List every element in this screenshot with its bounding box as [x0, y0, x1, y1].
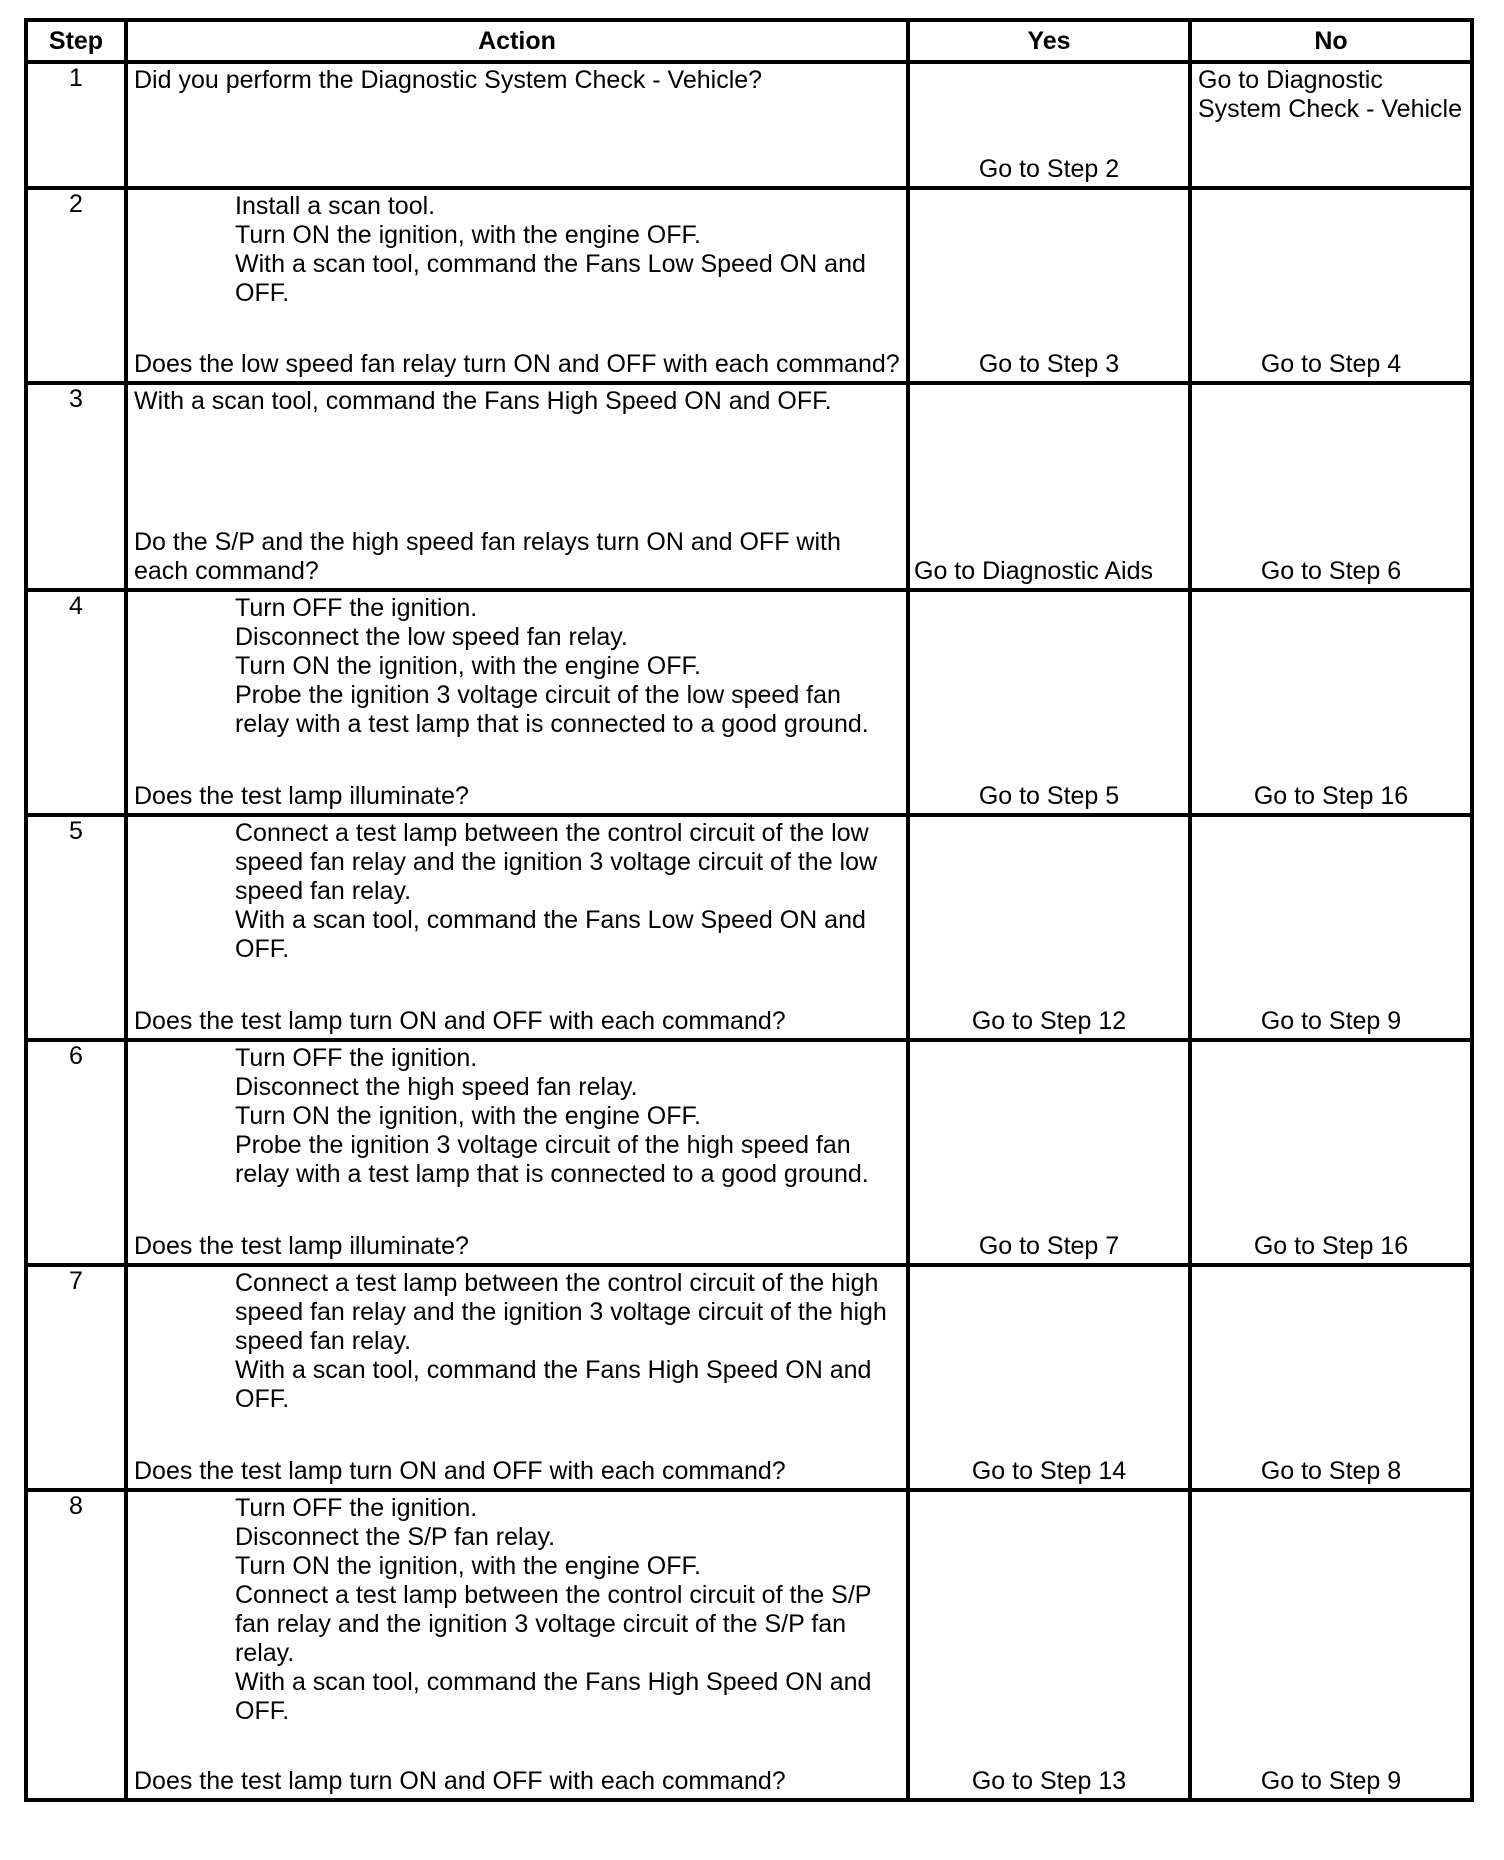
action-instruction: Disconnect the low speed fan relay.	[235, 623, 628, 651]
step-number: 6	[26, 1040, 126, 1265]
action-instruction: With a scan tool, command the Fans High Speed ON and OFF.	[235, 1668, 872, 1725]
table-row	[26, 1490, 1472, 1800]
yes-cell	[908, 590, 1190, 815]
action-question: Does the test lamp turn ON and OFF with each command?	[134, 1007, 786, 1035]
no-outcome: Go to Step 16	[1253, 1232, 1409, 1260]
no-outcome: Go to Step 16	[1253, 782, 1409, 810]
no-outcome: Go to Step 4	[1260, 350, 1402, 378]
action-question: Does the test lamp illuminate?	[134, 1232, 469, 1260]
step-number: 5	[26, 815, 126, 1040]
step-number: 7	[26, 1265, 126, 1490]
table-row	[26, 590, 1472, 815]
action-content	[128, 817, 906, 1038]
action-cell	[126, 188, 908, 383]
action-cell	[126, 1490, 908, 1800]
table-row	[26, 383, 1472, 590]
action-instruction: Did you perform the Diagnostic System Check - Vehicle?	[134, 66, 763, 94]
no-outcome: Go to Step 6	[1260, 557, 1402, 585]
action-instruction: Turn ON the ignition, with the engine OFF.	[235, 1102, 701, 1130]
header-row	[26, 20, 1472, 62]
no-cell	[1190, 383, 1472, 590]
yes-outcome: Go to Diagnostic Aids	[914, 557, 1154, 585]
yes-outcome: Go to Step 2	[978, 155, 1120, 183]
action-cell	[126, 815, 908, 1040]
action-content	[128, 1492, 906, 1798]
header-action: Action	[126, 20, 908, 62]
action-instruction: With a scan tool, command the Fans Low Speed ON and OFF.	[235, 250, 866, 307]
table-row	[26, 188, 1472, 383]
table-row	[26, 1265, 1472, 1490]
action-content	[128, 64, 906, 186]
yes-outcome: Go to Step 14	[971, 1457, 1127, 1485]
action-instruction: Disconnect the high speed fan relay.	[235, 1073, 638, 1101]
header-no: No	[1190, 20, 1472, 62]
yes-outcome: Go to Step 5	[978, 782, 1120, 810]
action-question: Does the test lamp turn ON and OFF with each command?	[134, 1457, 786, 1485]
yes-cell	[908, 1490, 1190, 1800]
step-number: 4	[26, 590, 126, 815]
yes-cell	[908, 62, 1190, 188]
action-content	[128, 1267, 906, 1488]
no-cell	[1190, 188, 1472, 383]
no-cell	[1190, 1265, 1472, 1490]
no-cell	[1190, 815, 1472, 1040]
action-instruction: Turn OFF the ignition.	[235, 1494, 478, 1522]
action-instruction: Connect a test lamp between the control circuit of the S/P fan relay and the ignition 3 voltage circuit of the S/P fan relay.	[235, 1581, 871, 1667]
diagnostic-table	[24, 18, 1474, 1802]
step-number: 2	[26, 188, 126, 383]
yes-cell	[908, 815, 1190, 1040]
action-content	[128, 592, 906, 813]
action-instruction: Probe the ignition 3 voltage circuit of the high speed fan relay with a test lamp that is connected to a good ground.	[235, 1131, 869, 1188]
action-cell	[126, 1040, 908, 1265]
header-yes: Yes	[908, 20, 1190, 62]
action-question: Does the test lamp turn ON and OFF with each command?	[134, 1767, 786, 1795]
action-cell	[126, 1265, 908, 1490]
action-instruction: With a scan tool, command the Fans High Speed ON and OFF.	[235, 1356, 872, 1413]
yes-cell	[908, 1040, 1190, 1265]
no-cell	[1190, 62, 1472, 188]
step-number: 3	[26, 383, 126, 590]
yes-outcome: Go to Step 7	[978, 1232, 1120, 1260]
step-number: 1	[26, 62, 126, 188]
action-instruction: Turn ON the ignition, with the engine OFF.	[235, 221, 701, 249]
step-number: 8	[26, 1490, 126, 1800]
no-outcome: Go to Step 8	[1260, 1457, 1402, 1485]
action-instruction: With a scan tool, command the Fans High Speed ON and OFF.	[134, 387, 832, 415]
action-instruction: Disconnect the S/P fan relay.	[235, 1523, 556, 1551]
no-cell	[1190, 590, 1472, 815]
table-row	[26, 62, 1472, 188]
no-cell	[1190, 1490, 1472, 1800]
header-step: Step	[26, 20, 126, 62]
yes-cell	[908, 383, 1190, 590]
no-outcome: Go to Diagnostic System Check - Vehicle	[1198, 66, 1462, 123]
no-outcome: Go to Step 9	[1260, 1767, 1402, 1795]
yes-outcome: Go to Step 3	[978, 350, 1120, 378]
action-instruction: Turn ON the ignition, with the engine OFF.	[235, 1552, 701, 1580]
yes-cell	[908, 188, 1190, 383]
yes-outcome: Go to Step 13	[971, 1767, 1127, 1795]
action-instruction: Turn OFF the ignition.	[235, 594, 478, 622]
action-instruction: Turn ON the ignition, with the engine OFF.	[235, 652, 701, 680]
action-instruction: Install a scan tool.	[235, 192, 436, 220]
action-question: Do the S/P and the high speed fan relays turn ON and OFF with each command?	[134, 528, 841, 585]
action-content	[128, 1042, 906, 1263]
action-content	[128, 190, 906, 381]
action-content	[128, 385, 906, 588]
yes-outcome: Go to Step 12	[971, 1007, 1127, 1035]
no-outcome: Go to Step 9	[1260, 1007, 1402, 1035]
action-instruction: With a scan tool, command the Fans Low Speed ON and OFF.	[235, 906, 866, 963]
action-cell	[126, 62, 908, 188]
action-instruction: Connect a test lamp between the control circuit of the high speed fan relay and the ignition 3 voltage circuit of the high speed fan relay.	[235, 1269, 887, 1355]
table-row	[26, 1040, 1472, 1265]
action-question: Does the test lamp illuminate?	[134, 782, 469, 810]
yes-cell	[908, 1265, 1190, 1490]
action-cell	[126, 590, 908, 815]
action-question: Does the low speed fan relay turn ON and OFF with each command?	[134, 350, 900, 378]
table-row	[26, 815, 1472, 1040]
action-cell	[126, 383, 908, 590]
action-instruction: Probe the ignition 3 voltage circuit of the low speed fan relay with a test lamp that is connected to a good ground.	[235, 681, 869, 738]
action-instruction: Turn OFF the ignition.	[235, 1044, 478, 1072]
action-instruction: Connect a test lamp between the control circuit of the low speed fan relay and the ignition 3 voltage circuit of the low speed fan relay.	[235, 819, 878, 905]
no-cell	[1190, 1040, 1472, 1265]
